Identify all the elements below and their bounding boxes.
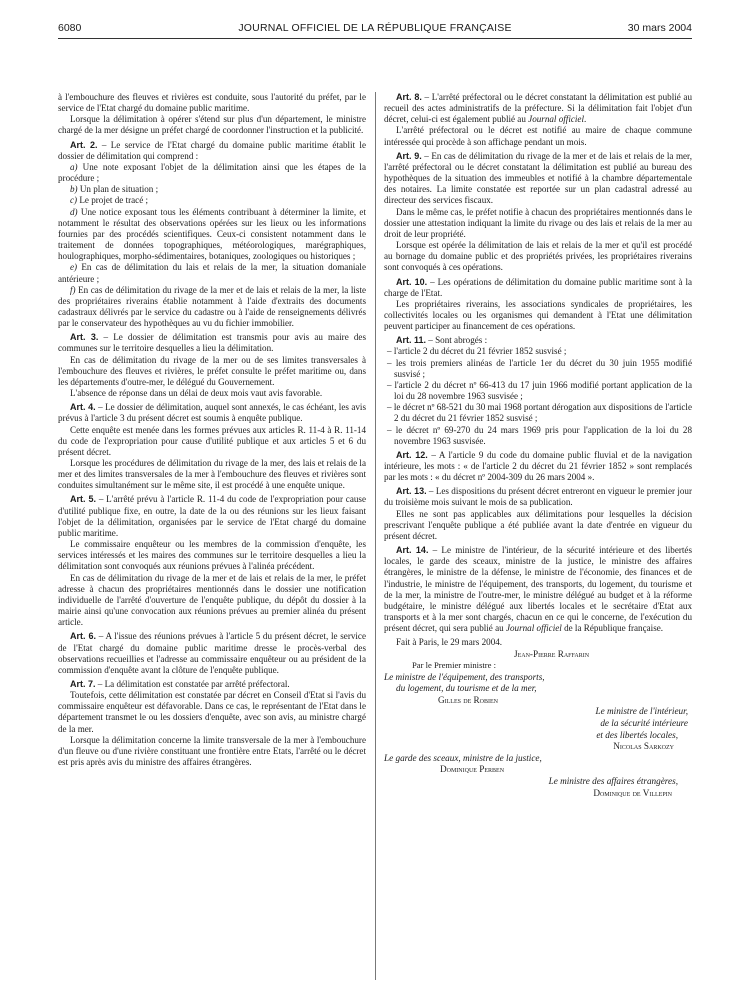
header-rule xyxy=(58,38,692,39)
minister-title: Le ministre de l'intérieur, xyxy=(595,706,688,717)
article-5: Art. 5. – L'arrêté prévu à l'article R. 11-4 du code de l'expropriation pour cause d'utilité publique fixe, en outre, la date de la ou des réunions sur les lieux faisant l'objet de la délimitation, organisées par le service de l'Etat chargé du domaine public maritime. xyxy=(58,494,366,538)
article-number: Art. 9. xyxy=(396,150,422,161)
minister-name: Nicolas Sarkozy xyxy=(613,741,674,752)
minister-name: Dominique de Villepin xyxy=(593,787,672,798)
done-at: Fait à Paris, le 29 mars 2004. xyxy=(396,637,503,648)
article-7: Art. 7. – La délimitation est constatée par arrêté préfectoral. xyxy=(70,678,290,689)
minister-title: Le ministre de l'équipement, des transports, xyxy=(384,671,545,682)
signer-prime-minister: Jean-Pierre Raffarin xyxy=(514,648,590,659)
left-column xyxy=(58,92,366,768)
article-number: Art. 7. xyxy=(70,678,96,689)
paragraph: à l'embouchure des fleuves et rivières est conduite, sous l'autorité du préfet, par le service de l'Etat chargé du domaine public maritime. xyxy=(58,92,366,114)
paragraph: L'absence de réponse dans un délai de deux mois vaut avis favorable. xyxy=(70,388,323,399)
article-4: Art. 4. – Le dossier de délimitation, auquel sont annexés, le cas échéant, les avis prévus à l'article 3 du présent décret est soumis à enquête publique. xyxy=(58,402,366,424)
article-number: Art. 5. xyxy=(70,494,97,505)
article-3: Art. 3. – Le dossier de délimitation est transmis pour avis au maire des communes sur le territoire desquelles a lieu la délimitation. xyxy=(58,332,367,354)
minister-name: Dominique Perben xyxy=(440,764,505,775)
paragraph: L'arrêté préfectoral ou le décret est notifié au maire de chaque commune intéressée qui procède à son affichage pendant un mois. xyxy=(384,125,692,147)
paragraph: En cas de délimitation du rivage de la mer et de lais et relais de la mer, le préfet adresse à chacun des propriétaires mentionnés dans le dossier une notification individuelle de l'arrêté d'ouverture de l'enquête publique, du dépôt du dossier à la mairie ainsi qu'une convocation aux réunions prévues au premier alinéa du présent article. xyxy=(58,572,366,628)
list-item: – le décret nº 69-270 du 24 mars 1969 pris pour l'application de la loi du 28 novembre 1963 susvisée. xyxy=(387,424,692,446)
list-item: – l'article 2 du décret du 21 février 1852 susvisé ; xyxy=(387,346,567,357)
page-header xyxy=(58,22,692,36)
paragraph: Les propriétaires riverains, les associations syndicales de propriétaires, les collectivités locales ou les organismes qui demandent à l'Etat une délimitation peuvent participer au financement de ces opérations. xyxy=(384,298,692,332)
issue-date: 30 mars 2004 xyxy=(627,22,692,34)
paragraph: En cas de délimitation du rivage de la mer ou de ses limites transversales à l'embouchure des fleuves et rivières, le préfet consulte le préfet maritime ou, dans les départements d'outre-mer, le délégué du Gouvernement. xyxy=(58,354,366,387)
list-item: – le décret nº 68-521 du 30 mai 1968 portant dérogation aux dispositions de l'article 2 du décret du 21 février 1852 susvisé ; xyxy=(387,402,692,424)
par-premier-ministre: Par le Premier ministre : xyxy=(412,660,497,671)
paragraph: Toutefois, cette délimitation est constatée par décret en Conseil d'Etat si l'avis du commissaire enquêteur est défavorable. Dans ce cas, le représentant de l'Etat dans le département transmet le ou les dossiers d'enquête, avec son avis, au ministre chargé de la mer. xyxy=(58,690,366,734)
column-divider xyxy=(375,92,376,980)
paragraph: Elles ne sont pas applicables aux délimitations pour lesquelles la décision prescrivant l'enquête publique a été publiée avant la date d'entrée en vigueur du présent décret. xyxy=(384,508,692,541)
article-number: Art. 14. xyxy=(396,545,429,556)
journal-title: JOURNAL OFFICIEL DE LA RÉPUBLIQUE FRANÇAISE xyxy=(238,22,512,34)
paragraph: Lorsque la délimitation à opérer s'étend sur plus d'un département, le ministre chargé de la mer désigne un préfet chargé de coordonner l'instruction et la publicité. xyxy=(58,114,366,136)
paragraph: Le commissaire enquêteur ou les membres de la commission d'enquête, les services intéressés et les maires des communes sur le territoire desquelles a lieu la délimitation sont convoqués aux réunions prévues à l'alinéa précédent. xyxy=(58,539,366,572)
list-item: – les trois premiers alinéas de l'article 1er du décret du 30 juin 1955 modifié susvisé ; xyxy=(387,357,692,379)
article-number: Art. 6. xyxy=(70,631,96,642)
article-number: Art. 2. xyxy=(70,139,98,150)
minister-title: de la sécurité intérieure xyxy=(600,718,688,729)
minister-title: et des libertés locales, xyxy=(596,729,678,740)
list-item: a) Une note exposant l'objet de la délimitation ainsi que les étapes de la procédure ; xyxy=(58,161,366,184)
article-number: Art. 10. xyxy=(396,276,428,287)
signatures xyxy=(384,649,692,800)
minister-title: Le garde des sceaux, ministre de la justice, xyxy=(384,752,542,763)
abrogation-list xyxy=(384,346,692,446)
article-12: Art. 12. – A l'article 9 du code du domaine public fluvial et de la navigation intérieure, les mots : « de l'article 2 du décret du 21 février 1852 » sont remplacés par les mots : « du décret nº 2004-309 du 26 mars 2004 ». xyxy=(384,449,692,483)
article-13: Art. 13. – Les dispositions du présent décret entreront en vigueur le premier jour du troisième mois suivant le mois de sa publication. xyxy=(384,486,693,508)
paragraph: Lorsque les procédures de délimitation du rivage de la mer, des lais et relais de la mer et des limites transversales de la mer à l'embouchure des fleuves et rivières sont conduites simultanément sur le même site, il est procédé à une enquête unique. xyxy=(58,458,366,491)
list-item: f) En cas de délimitation du rivage de la mer et de lais et relais de la mer, la liste des propriétaires riverains établie notamment à l'aide d'extraits des documents cadastraux délivrés par le service du cadastre ou à l'aide de renseignements délivrés par le conservateur des hypothèques au vu du fichier immobilier. xyxy=(58,284,367,329)
list-item: e) En cas de délimitation du lais et relais de la mer, la situation domaniale antérieure ; xyxy=(58,262,366,284)
article-number: Art. 11. xyxy=(396,335,427,346)
minister-name: Gilles de Robien xyxy=(438,694,499,705)
list-item: b) Un plan de situation ; xyxy=(70,184,159,195)
article-6: Art. 6. – A l'issue des réunions prévues à l'article 5 du présent décret, le service de l'Etat chargé du domaine public maritime dresse le procès-verbal des observations recueillies et l'adresse au commissaire enquêteur ou au président de la commission d'enquête avant la clôture de l'enquête publique. xyxy=(58,631,366,675)
article-number: Art. 12. xyxy=(396,449,428,460)
list-item: d) Une notice exposant tous les éléments contribuant à déterminer la limite, et notamment le résultat des observations opérées sur les lieux ou les informations fournies par des procédés scientifiques. Ceux-ci consistent notamment dans le traitement de données topographiques, météorologiques, marégraphiques, houlographiques, morpho-sédimentaires, botaniques, zoologiques ou historiques ; xyxy=(58,206,366,262)
article-number: Art. 3. xyxy=(70,332,99,343)
article-2: Art. 2. – Le service de l'Etat chargé du domaine public maritime établit le dossier de délimitation qui comprend : xyxy=(58,139,366,161)
article-9: Art. 9. – En cas de délimitation du rivage de la mer et de lais et relais de la mer, l'arrêté préfectoral ou le décret constatant la délimitation est publié au bureau des hypothèques de la situation des immeubles et notifié à la chambre départementale des notaires. La limite constatée est reportée sur un plan cadastral adressé au directeur des services fiscaux. xyxy=(384,150,692,206)
article-14: Art. 14. – Le ministre de l'intérieur, de la sécurité intérieure et des libertés locales, le garde des sceaux, ministre de la justice, le ministre des affaires étrangères, le ministre de la défense, le ministre de l'économie, des finances et de l'industrie, le ministre de l'équipement, des transports, du logement, du tourisme et de la mer, la ministre de l'outre-mer, le ministre délégué au budget et à la réforme budgétaire, le ministre délégué aux libertés locales et le secrétaire d'Etat aux transports et à la mer sont chargés, chacun en ce qui le concerne, de l'exécution du présent décret, qui sera publié au Journal officiel de la République française. xyxy=(384,545,692,634)
article-8: Art. 8. – L'arrêté préfectoral ou le décret constatant la délimitation est publié au recueil des actes administratifs de la préfecture. Si la délimitation fait l'objet d'un décret, celui-ci est également publié au Journal officiel. xyxy=(384,92,692,125)
paragraph: Dans le même cas, le préfet notifie à chacun des propriétaires mentionnés dans le dossier une attestation indiquant la limite du rivage ou des lais et relais de la mer au droit de leur propriété. xyxy=(384,206,692,239)
list-item: – l'article 2 du décret nº 66-413 du 17 juin 1966 modifié portant application de la loi du 28 novembre 1963 susvisée ; xyxy=(387,379,692,402)
paragraph: Cette enquête est menée dans les formes prévues aux articles R. 11-4 à R. 11-14 du code de l'expropriation pour cause d'utilité publique et aux articles 5 et 6 du présent décret. xyxy=(58,424,366,457)
article-10: Art. 10. – Les opérations de délimitation du domaine public maritime sont à la charge de l'Etat. xyxy=(384,276,693,298)
minister-title: Le ministre des affaires étrangères, xyxy=(548,776,678,787)
paragraph: Lorsque la délimitation concerne la limite transversale de la mer à l'embouchure d'un fleuve ou d'une rivière constituant une frontière entre Etats, l'arrêté ou le décret est pris après avis du ministre des affaires étrangères. xyxy=(58,734,366,768)
article-number: Art. 8. xyxy=(396,92,422,102)
article-number: Art. 4. xyxy=(70,402,96,413)
minister-title: du logement, du tourisme et de la mer, xyxy=(396,683,537,694)
right-column xyxy=(384,92,692,799)
article-11: Art. 11. – Sont abrogés : xyxy=(396,335,488,346)
page-number: 6080 xyxy=(58,22,82,34)
article-number: Art. 13. xyxy=(396,486,427,497)
paragraph: Lorsque est opérée la délimitation de lais et relais de la mer et qu'il est procédé au bornage du domaine public et des propriétés privées, les propriétaires riverains sont convoqués à ces opérations. xyxy=(384,240,692,273)
list-item: c) Le projet de tracé ; xyxy=(70,195,149,206)
